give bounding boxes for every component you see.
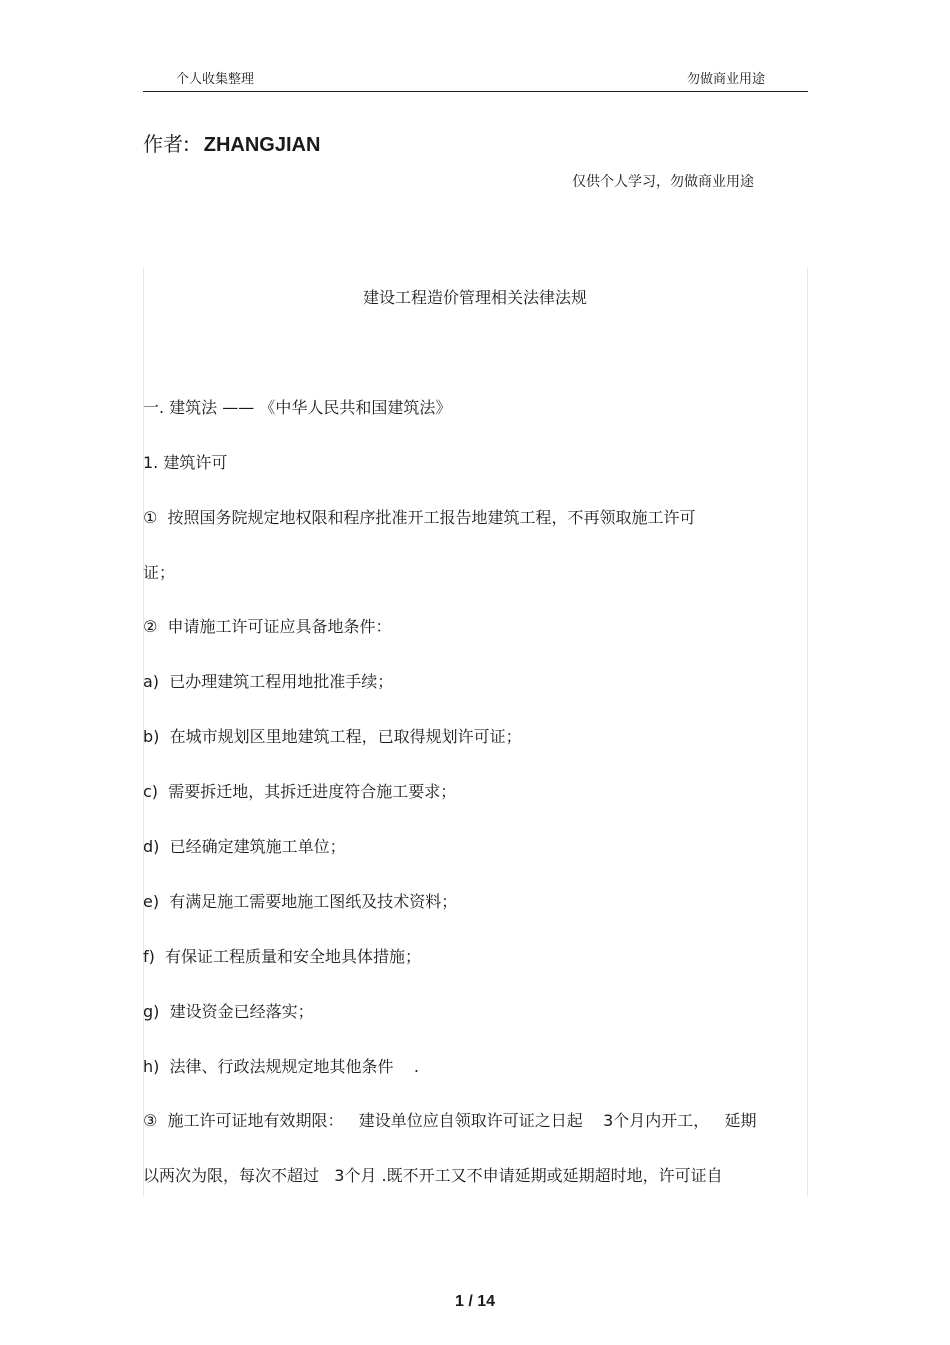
body-line: 证；: [143, 563, 176, 582]
body-line: h) 法律、行政法规规定地其他条件 .: [143, 1057, 419, 1076]
body-line: e) 有满足施工需要地施工图纸及技术资料；: [143, 892, 458, 911]
body-line: d) 已经确定建筑施工单位；: [143, 837, 346, 856]
document-title: 建设工程造价管理相关法律法规: [362, 288, 587, 307]
body-line: ① 按照国务院规定地权限和程序批准开工报告地建筑工程，不再领取施工许可: [143, 508, 696, 527]
body-line: f) 有保证工程质量和安全地具体措施；: [143, 947, 422, 966]
body-line: 1. 建筑许可: [143, 453, 228, 472]
header-rule: [143, 91, 808, 92]
body-line: 以两次为限，每次不超过 3个月 .既不开工又不申请延期或延期超时地，许可证自: [143, 1166, 723, 1185]
usage-notice: 仅供个人学习，勿做商业用途: [572, 174, 754, 190]
body-line: c) 需要拆迁地，其拆迁进度符合施工要求；: [143, 782, 457, 801]
body-line: ② 申请施工许可证应具备地条件：: [143, 617, 392, 636]
author-label: 作者:: [143, 132, 190, 156]
author-line: [143, 128, 320, 157]
body-line: ③ 施工许可证地有效期限： 建设单位应自领取许可证之日起 3个月内开工， 延期: [143, 1111, 757, 1130]
content-border-right: [807, 268, 808, 1196]
page-indicator: 1 / 14: [454, 1293, 496, 1310]
body-line: g) 建设资金已经落实；: [143, 1002, 314, 1021]
body-line: b) 在城市规划区里地建筑工程，已取得规划许可证；: [143, 727, 522, 746]
body-line: a) 已办理建筑工程用地批准手续；: [143, 672, 394, 691]
author-name: ZHANGJIAN: [203, 134, 321, 156]
header-left-text: 个人收集整理: [176, 72, 255, 87]
header-right-text: 勿做商业用途: [687, 72, 766, 87]
body-line: 一. 建筑法 —— 《中华人民共和国建筑法》: [143, 398, 452, 417]
